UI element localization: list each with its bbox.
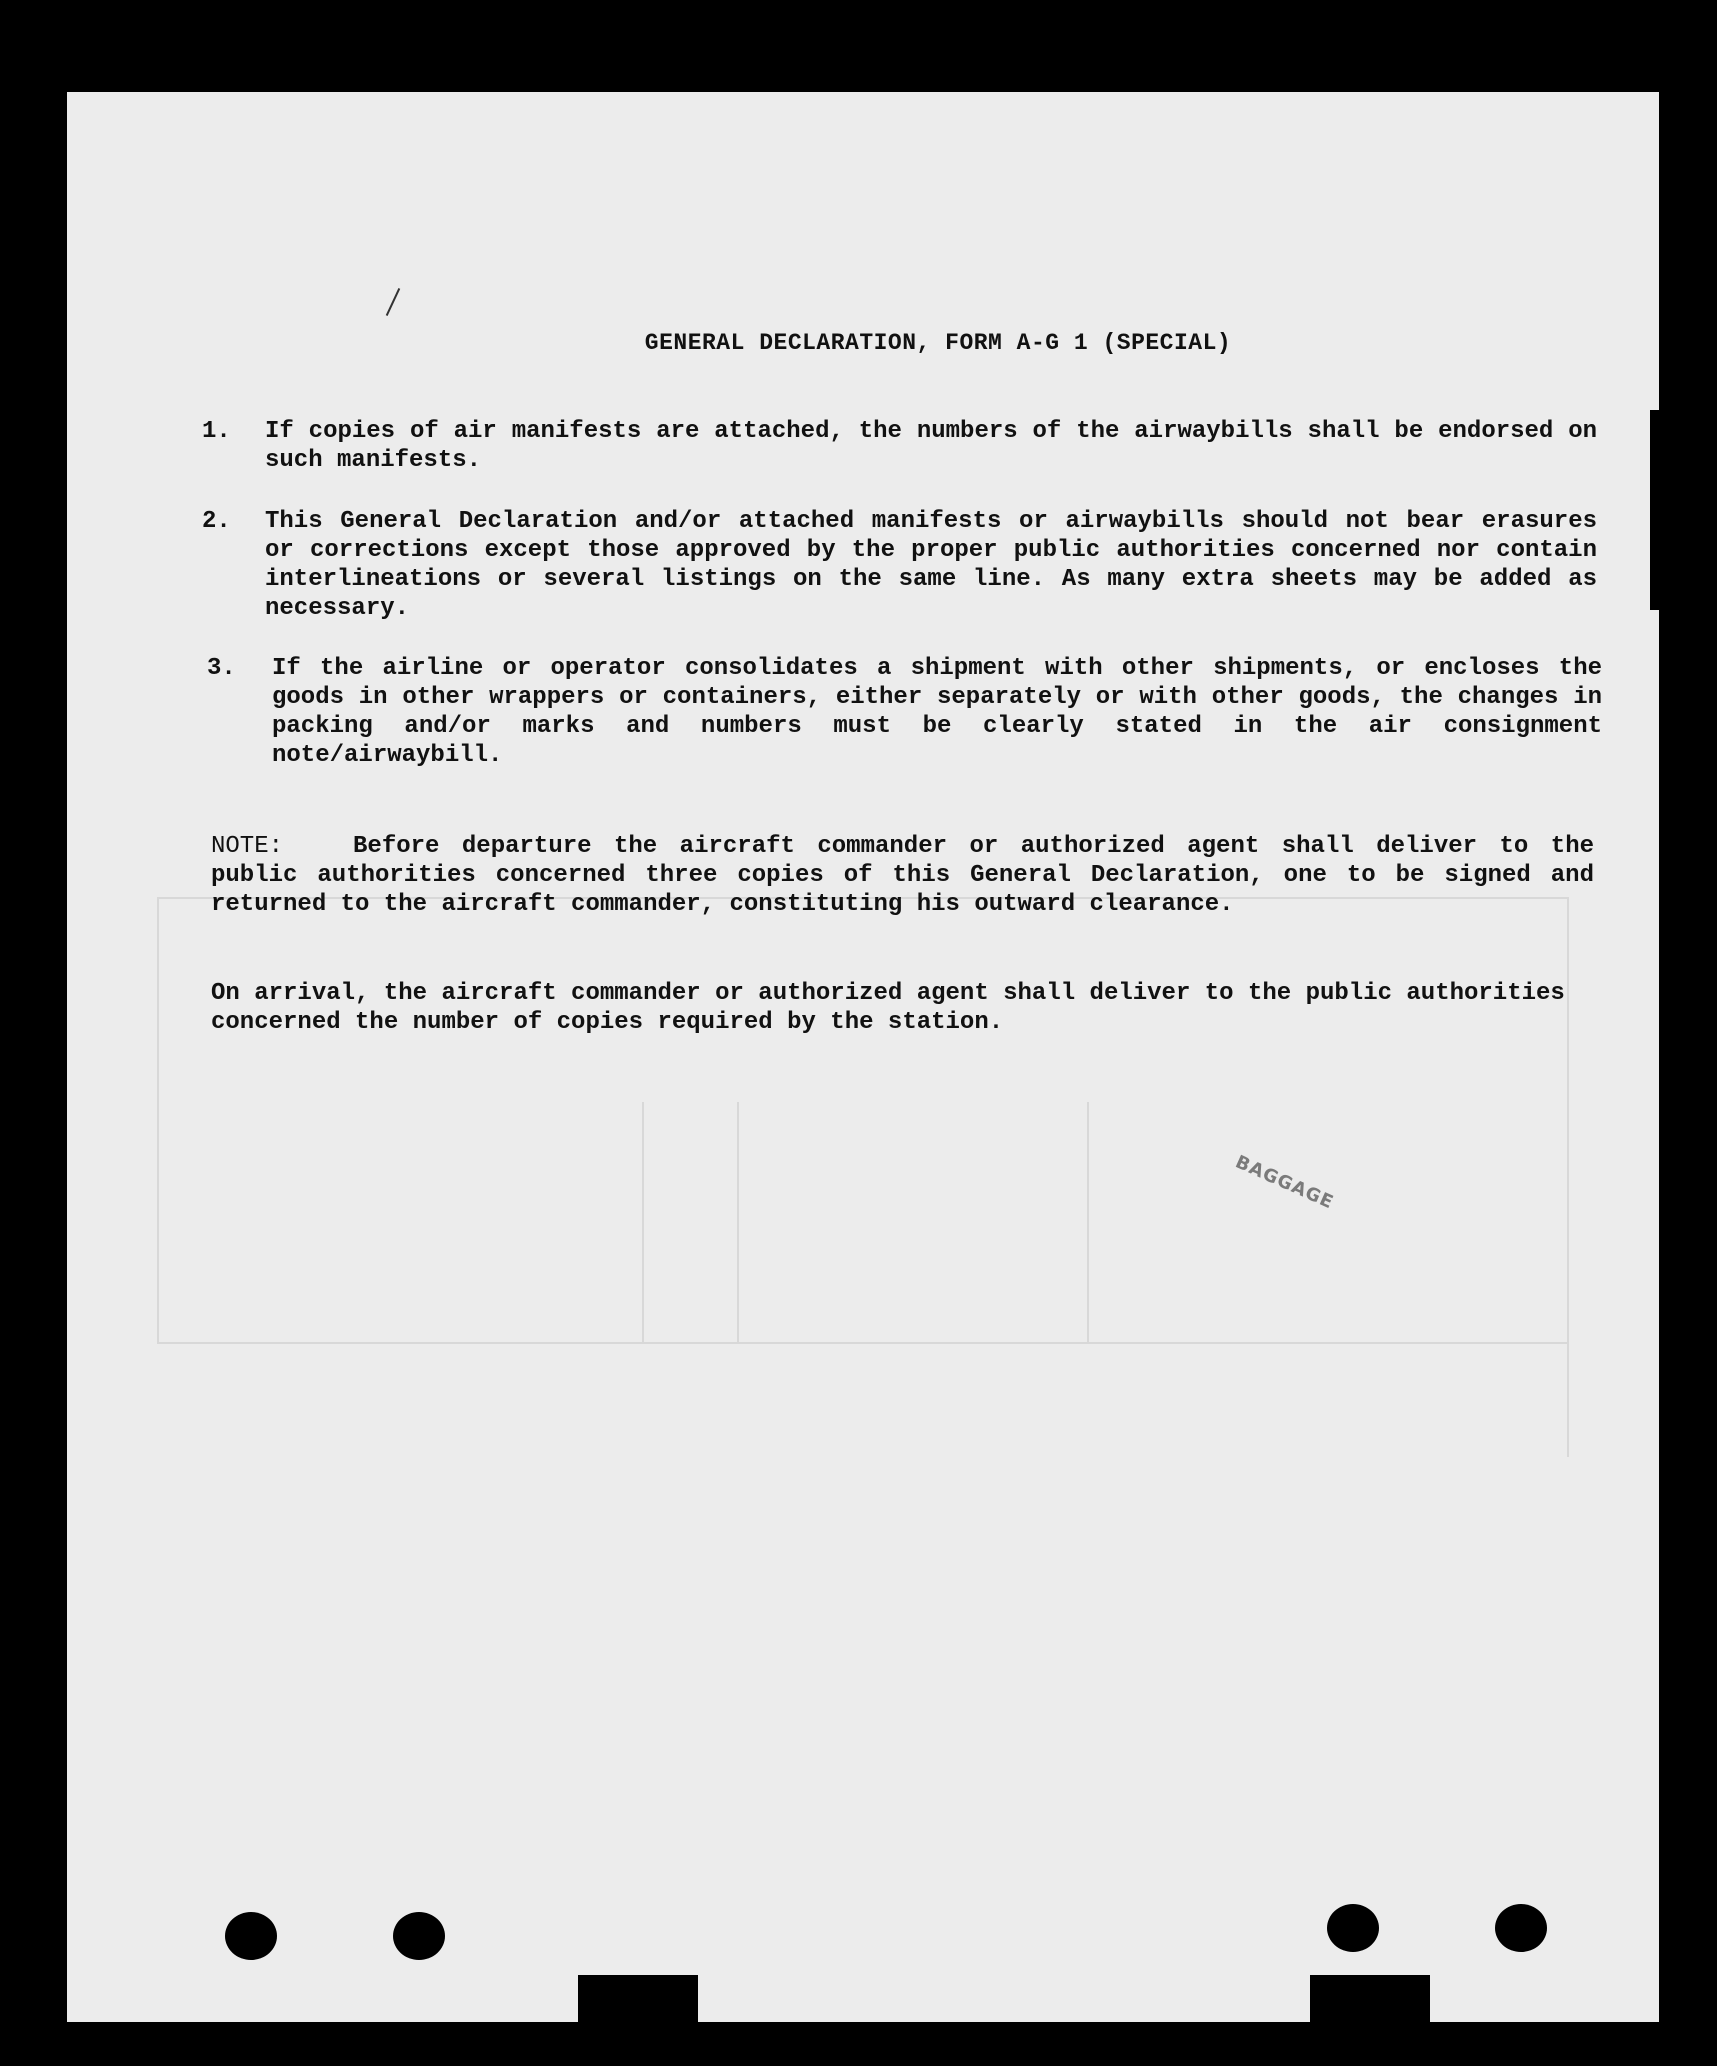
item-text: If the airline or operator consolidates a shipment with other shipments, or encloses the goods in other wrappers or containers, either separately or with other goods, the changes in packing and/or marks and numbers must be clearly stated in the air consignment note/airwaybill. — [272, 655, 1602, 769]
punch-hole — [393, 1912, 445, 1960]
baggage-stamp: BAGGAGE — [1232, 1151, 1337, 1214]
punch-hole — [225, 1912, 277, 1960]
item-number: 2. — [202, 508, 231, 535]
list-item — [202, 417, 1597, 475]
note-text: Before departure the aircraft commander or authorized agent shall deliver to the public authorities concerned three copies of this General Declaration, one to be signed and returned to the aircraft commander, constituting his outward clearance. — [211, 833, 1594, 918]
note-paragraph — [211, 832, 1594, 919]
list-item — [202, 507, 1597, 623]
bleed-through-line — [157, 897, 159, 1342]
scan-edge — [1650, 410, 1717, 610]
arrival-paragraph: On arrival, the aircraft commander or authorized agent shall deliver to the public authorities concerned the number of copies required by the station. — [211, 980, 1565, 1036]
bleed-through-line — [737, 1102, 739, 1342]
scan-edge — [578, 1975, 698, 2025]
punch-hole — [1495, 1904, 1547, 1952]
item-text: If copies of air manifests are attached, the numbers of the airwaybills shall be endorsed on such manifests. — [265, 418, 1597, 474]
bleed-through-line — [1087, 1102, 1089, 1342]
bleed-through-line — [642, 1102, 644, 1342]
document-title: GENERAL DECLARATION, FORM A-G 1 (SPECIAL) — [644, 330, 1232, 356]
item-number: 3. — [207, 655, 236, 682]
note-label: NOTE: — [211, 833, 284, 860]
list-item — [207, 654, 1602, 770]
item-text: This General Declaration and/or attached manifests or airwaybills should not bear erasures or corrections except those approved by the proper public authorities concerned nor contain interlineations or several listings on the same line. As many extra sheets may be added as necessary. — [265, 508, 1597, 622]
item-number: 1. — [202, 418, 231, 445]
pen-mark — [386, 288, 400, 316]
scan-edge — [1310, 1975, 1430, 2025]
document-page — [67, 92, 1659, 2022]
punch-hole — [1327, 1904, 1379, 1952]
bleed-through-line — [157, 1342, 1567, 1344]
